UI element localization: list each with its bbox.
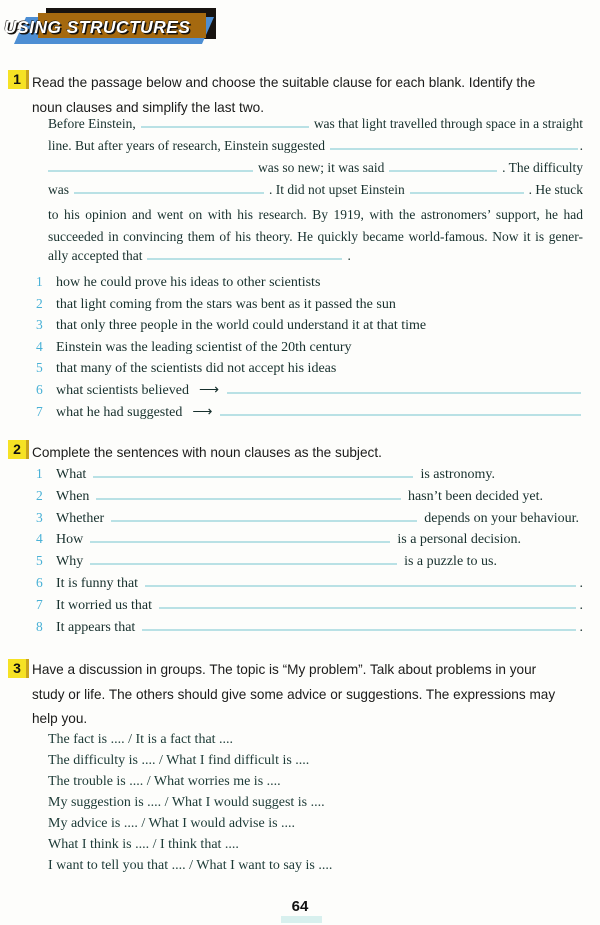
- passage-line: [48, 160, 583, 182]
- item-number: 4: [36, 338, 43, 354]
- passage-line: [48, 182, 583, 204]
- sentence-completion-list: [36, 466, 583, 640]
- list-item: [36, 597, 583, 619]
- item-number: 5: [36, 553, 43, 569]
- item-tail: is a personal decision.: [397, 532, 521, 548]
- item-label: What: [56, 467, 87, 482]
- passage-text: .: [579, 138, 583, 153]
- blank-line: [96, 498, 401, 500]
- section-3-instruction: [32, 658, 555, 732]
- blank-line: [145, 585, 575, 587]
- passage-text: . It did not upset Einstein: [269, 182, 405, 197]
- expression-item: My suggestion is .... / What I would suggest is ....: [48, 795, 325, 810]
- blank-line: [227, 392, 581, 394]
- item-number: 1: [36, 274, 43, 289]
- list-item: [36, 553, 583, 575]
- item-number: 2: [36, 295, 43, 311]
- item-number: 5: [36, 360, 43, 376]
- blank-line: [90, 541, 390, 543]
- item-label: It appears that: [56, 619, 136, 635]
- blank-line: [48, 170, 253, 172]
- blank-line: [93, 476, 413, 478]
- list-item: [36, 466, 583, 488]
- blank-line: [410, 192, 524, 194]
- list-item: [36, 314, 583, 336]
- blank-line: [74, 192, 264, 194]
- passage-text: was so new; it was said: [258, 160, 385, 175]
- passage-text: . The difficulty: [502, 160, 583, 175]
- blank-line: [90, 563, 397, 565]
- item-text: that only three people in the world could understand it at that time: [56, 318, 427, 334]
- list-item: [36, 575, 583, 597]
- passage-line: [48, 138, 583, 160]
- expression-item: My advice is .... / What I would advise is ....: [48, 816, 296, 831]
- page-title: USING STRUCTURES: [4, 17, 191, 37]
- item-tail: .: [579, 575, 583, 591]
- item-number: 7: [36, 596, 43, 612]
- list-item: [36, 531, 583, 553]
- passage-text: was: [48, 182, 69, 197]
- item-number: 4: [36, 531, 43, 547]
- list-item: [36, 401, 583, 423]
- blank-line: [220, 414, 581, 416]
- expression-item: What I think is .... / I think that ....: [48, 837, 239, 852]
- expression-item: The difficulty is .... / What I find difficult is ....: [48, 753, 310, 768]
- passage-line: succeeded in convincing them of his theory. He quickly became world-famous. Now it is gener-: [48, 229, 583, 244]
- item-label: When: [56, 488, 90, 504]
- passage-text: ally accepted that: [48, 248, 143, 263]
- passage: [48, 116, 583, 270]
- passage-text: . He stuck: [528, 182, 583, 197]
- page-number-underline: [281, 916, 322, 923]
- instruction-line: Complete the sentences with noun clauses as the subject.: [32, 445, 382, 460]
- section-1-instruction: [32, 70, 535, 120]
- item-number: 1: [36, 466, 43, 481]
- arrow-icon: ⟶: [192, 404, 212, 420]
- blank-line: [141, 126, 309, 128]
- list-item: [36, 271, 583, 293]
- item-tail: .: [579, 619, 583, 635]
- passage-line: to his opinion and went on with his research. By 1919, with the astronomers’ support, he had: [48, 207, 583, 222]
- item-tail: depends on your behaviour.: [424, 510, 579, 526]
- item-number: 3: [36, 317, 43, 333]
- blank-line: [389, 170, 497, 172]
- passage-text: .: [347, 248, 351, 263]
- arrow-icon: ⟶: [198, 382, 219, 398]
- item-text: what he had suggested: [56, 404, 183, 420]
- passage-line: [48, 248, 583, 270]
- instruction-line: Read the passage below and choose the suitable clause for each blank. Identify the: [32, 75, 536, 90]
- blank-line: [111, 520, 417, 522]
- page-number: 64: [291, 898, 309, 915]
- list-item: [36, 488, 583, 510]
- expression-list: [48, 729, 332, 876]
- item-label: Whether: [56, 510, 105, 526]
- item-tail: hasn’t been decided yet.: [407, 488, 543, 504]
- instruction-line: noun clauses and simplify the last two.: [32, 100, 264, 115]
- clause-option-list: [36, 271, 583, 422]
- list-item: [36, 293, 583, 315]
- item-tail: is astronomy.: [420, 467, 495, 482]
- blank-line: [142, 629, 575, 631]
- item-text: that many of the scientists did not accept his ideas: [56, 361, 337, 377]
- item-number: 2: [36, 487, 43, 503]
- item-label: It worried us that: [56, 597, 153, 613]
- list-item: [36, 379, 583, 401]
- item-label: How: [56, 532, 84, 548]
- expression-item: The fact is .... / It is a fact that ....: [48, 732, 234, 747]
- blank-line: [330, 148, 578, 150]
- section-3-badge: 3: [8, 659, 29, 678]
- expression-item: I want to tell you that .... / What I want to say is ....: [48, 858, 333, 873]
- passage-line: [48, 116, 583, 138]
- section-2-instruction: [32, 440, 382, 465]
- item-number: 8: [36, 618, 43, 634]
- header-banner: [4, 6, 238, 52]
- section-1-badge: 1: [8, 70, 29, 89]
- item-text: Einstein was the leading scientist of the 20th century: [56, 339, 352, 355]
- item-tail: is a puzzle to us.: [404, 554, 497, 570]
- item-text: how he could prove his ideas to other scientists: [56, 275, 321, 290]
- instruction-line: Have a discussion in groups. The topic is “My problem”. Talk about problems in your: [32, 662, 537, 677]
- list-item: [36, 510, 583, 532]
- item-number: 7: [36, 403, 43, 419]
- item-label: It is funny that: [56, 575, 139, 591]
- instruction-line: help you.: [32, 711, 88, 727]
- item-tail: .: [579, 597, 583, 613]
- blank-line: [159, 607, 575, 609]
- list-item: [36, 336, 583, 358]
- passage-text: was that light travelled through space in a straight: [313, 116, 583, 131]
- list-item: [36, 357, 583, 379]
- blank-line: [147, 258, 342, 260]
- passage-text: line. But after years of research, Einstein suggested: [48, 138, 326, 153]
- item-label: Why: [56, 554, 84, 570]
- instruction-line: study or life. The others should give some advice or suggestions. The expressions may: [32, 686, 556, 702]
- expression-item: The trouble is .... / What worries me is ....: [48, 774, 281, 789]
- item-text: that light coming from the stars was bent as it passed the sun: [56, 296, 396, 312]
- section-2-badge: 2: [8, 440, 29, 459]
- item-number: 6: [36, 381, 43, 397]
- list-item: [36, 619, 583, 641]
- passage-text: Before Einstein,: [48, 116, 136, 131]
- item-number: 3: [36, 509, 43, 525]
- item-number: 6: [36, 574, 43, 590]
- item-text: what scientists believed: [56, 382, 189, 398]
